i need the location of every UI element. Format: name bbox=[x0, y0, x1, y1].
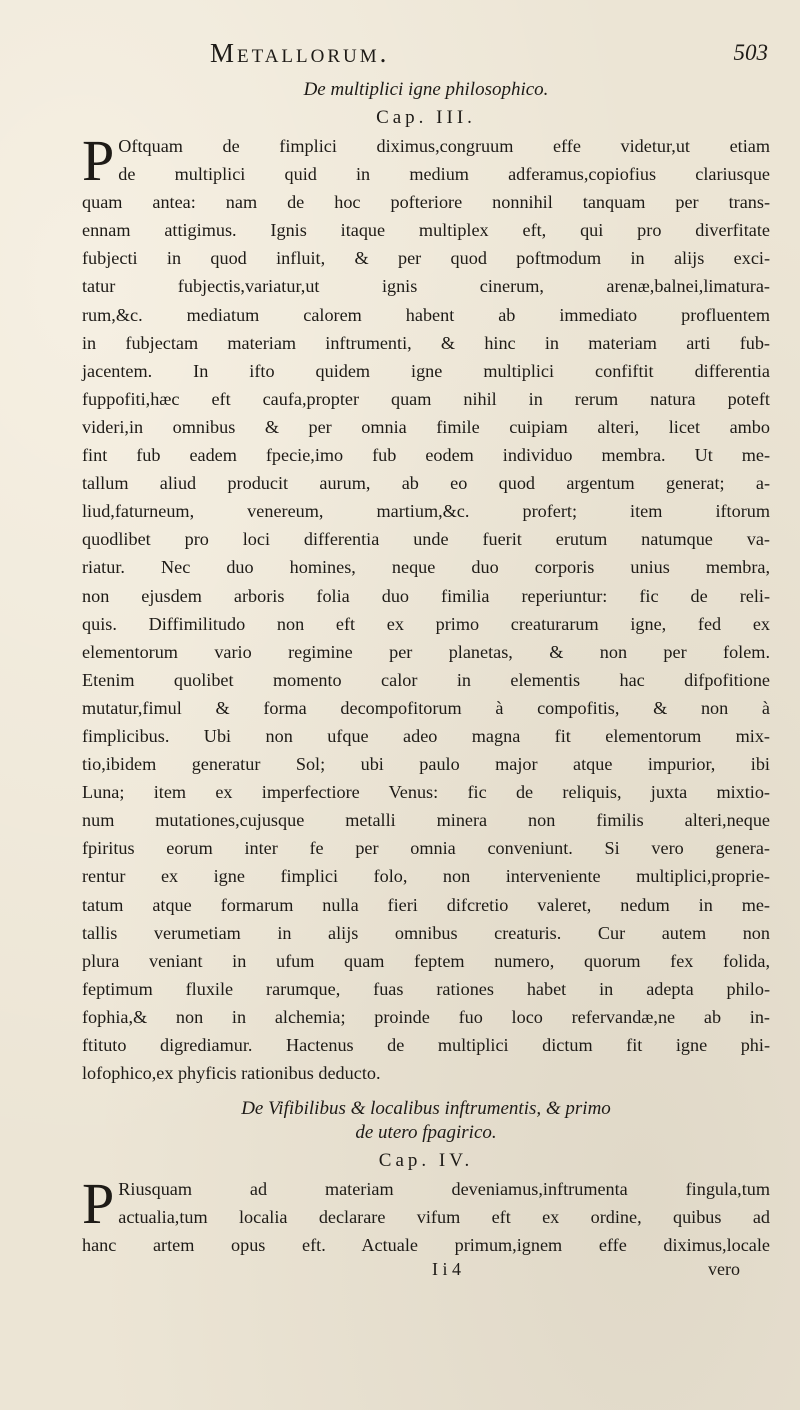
chapter-3-body bbox=[82, 128, 770, 1087]
drop-capital: P bbox=[82, 128, 115, 193]
text-line: Luna; item ex imperfectiore Venus: fic de reliquis, juxta mixtio- bbox=[82, 782, 770, 803]
text-line: mutatur,fimul & forma decompofitorum à compofitis, & non à bbox=[82, 697, 770, 718]
text-line: fophia,& non in alchemia; proinde fuo loco refervandæ,ne ab in- bbox=[82, 1006, 770, 1027]
text-line: fint fub eadem fpecie,imo fub eodem individuo membra. Ut me- bbox=[82, 445, 770, 466]
text-line: lofophico,ex phyficis rationibus deducto. bbox=[82, 1063, 381, 1084]
running-head-title: Metallorum. bbox=[210, 38, 390, 68]
text-line: quam antea: nam de hoc pofteriore nonnihil tanquam per trans- bbox=[82, 192, 770, 213]
text-line: tallum aliud producit aurum, ab eo quod argentum generat; a- bbox=[82, 473, 770, 494]
text-line: fimplicibus. Ubi non ufque adeo magna fit elementorum mix- bbox=[82, 725, 770, 746]
text-line: ennam attigimus. Ignis itaque multiplex eft, qui pro diverfitate bbox=[82, 220, 770, 241]
text-line: liud,faturneum, venereum, martium,&c. profert; item iftorum bbox=[82, 501, 770, 522]
signature-mark: I i 4 bbox=[432, 1259, 461, 1280]
text-line: actualia,tum localia declarare vifum eft ex ordine, quibus ad bbox=[118, 1207, 770, 1228]
running-head bbox=[82, 38, 770, 68]
text-line: quodlibet pro loci differentia unde fuerit erutum natumque va- bbox=[82, 529, 770, 550]
catchword: vero bbox=[708, 1259, 740, 1280]
text-line: riatur. Nec duo homines, neque duo corporis unius membra, bbox=[82, 557, 770, 578]
chapter-4-body bbox=[82, 1171, 770, 1259]
section-chapter-3 bbox=[82, 78, 770, 1087]
text-line: Riusquam ad materiam deveniamus,inftrumenta fingula,tum bbox=[118, 1179, 770, 1200]
section-chapter-4 bbox=[82, 1097, 770, 1259]
text-line: tatur fubjectis,variatur,ut ignis cinerum, arenæ,balnei,limatura- bbox=[82, 276, 770, 297]
page-footer bbox=[82, 1259, 770, 1283]
text-line: feptimum fluxile rarumque, fuas rationes habet in adepta philo- bbox=[82, 978, 770, 999]
text-line: fpiritus eorum inter fe per omnia conveniunt. Si vero genera- bbox=[82, 838, 770, 859]
chapter-heading: Cap. III. bbox=[376, 107, 476, 128]
section-title-line: De Vifibilibus & localibus inftrumentis, & primo bbox=[241, 1098, 611, 1120]
text-line: Etenim quolibet momento calor in elementis hac difpofitione bbox=[82, 669, 770, 690]
page-content bbox=[82, 38, 770, 1283]
text-line: elementorum vario regimine per planetas, & non per folem. bbox=[82, 641, 770, 662]
text-line: videri,in omnibus & per omnia fimile cuipiam alteri, licet ambo bbox=[82, 416, 770, 437]
text-line: rum,&c. mediatum calorem habent ab immediato profluentem bbox=[82, 304, 770, 325]
section-title: De multiplici igne philosophico. bbox=[303, 79, 549, 100]
text-line: tatum atque formarum nulla fieri difcretio valeret, nedum in me- bbox=[82, 894, 770, 915]
text-line: fubjecti in quod influit, & per quod poftmodum in alijs exci- bbox=[82, 248, 770, 269]
text-line: plura veniant in ufum quam feptem numero, quorum fex folida, bbox=[82, 950, 770, 971]
text-line: fuppofiti,hæc eft caufa,propter quam nihil in rerum natura poteft bbox=[82, 388, 770, 409]
text-line: Oftquam de fimplici diximus,congruum effe videtur,ut etiam bbox=[118, 136, 770, 156]
page-number: 503 bbox=[733, 40, 768, 65]
text-line: num mutationes,cujusque metalli minera non fimilis alteri,neque bbox=[82, 810, 770, 831]
text-line: tio,ibidem generatur Sol; ubi paulo major atque impurior, ibi bbox=[82, 754, 770, 775]
text-line: rentur ex igne fimplici folo, non interveniente multiplici,proprie- bbox=[82, 866, 770, 887]
drop-capital: P bbox=[82, 1171, 115, 1237]
text-line: in fubjectam materiam inftrumenti, & hinc in materiam arti fub- bbox=[82, 332, 770, 353]
text-line: hanc artem opus eft. Actuale primum,ignem effe diximus,locale bbox=[82, 1235, 770, 1256]
text-line: tallis verumetiam in alijs omnibus creaturis. Cur autem non bbox=[82, 922, 770, 943]
section-title-line: de utero fpagirico. bbox=[355, 1122, 497, 1144]
section-title bbox=[82, 1097, 770, 1145]
text-line: quis. Diffimilitudo non eft ex primo creaturarum igne, fed ex bbox=[82, 613, 770, 634]
text-line: non ejusdem arboris folia duo fimilia reperiuntur: fic de reli- bbox=[82, 585, 770, 606]
chapter-heading: Cap. IV. bbox=[378, 1150, 474, 1172]
text-line: jacentem. In ifto quidem igne multiplici confiftit differentia bbox=[82, 360, 770, 381]
text-line: de multiplici quid in medium adferamus,copiofius clariusque bbox=[118, 164, 770, 185]
text-line: ftituto digrediamur. Hactenus de multiplici dictum fit igne phi- bbox=[82, 1035, 770, 1055]
